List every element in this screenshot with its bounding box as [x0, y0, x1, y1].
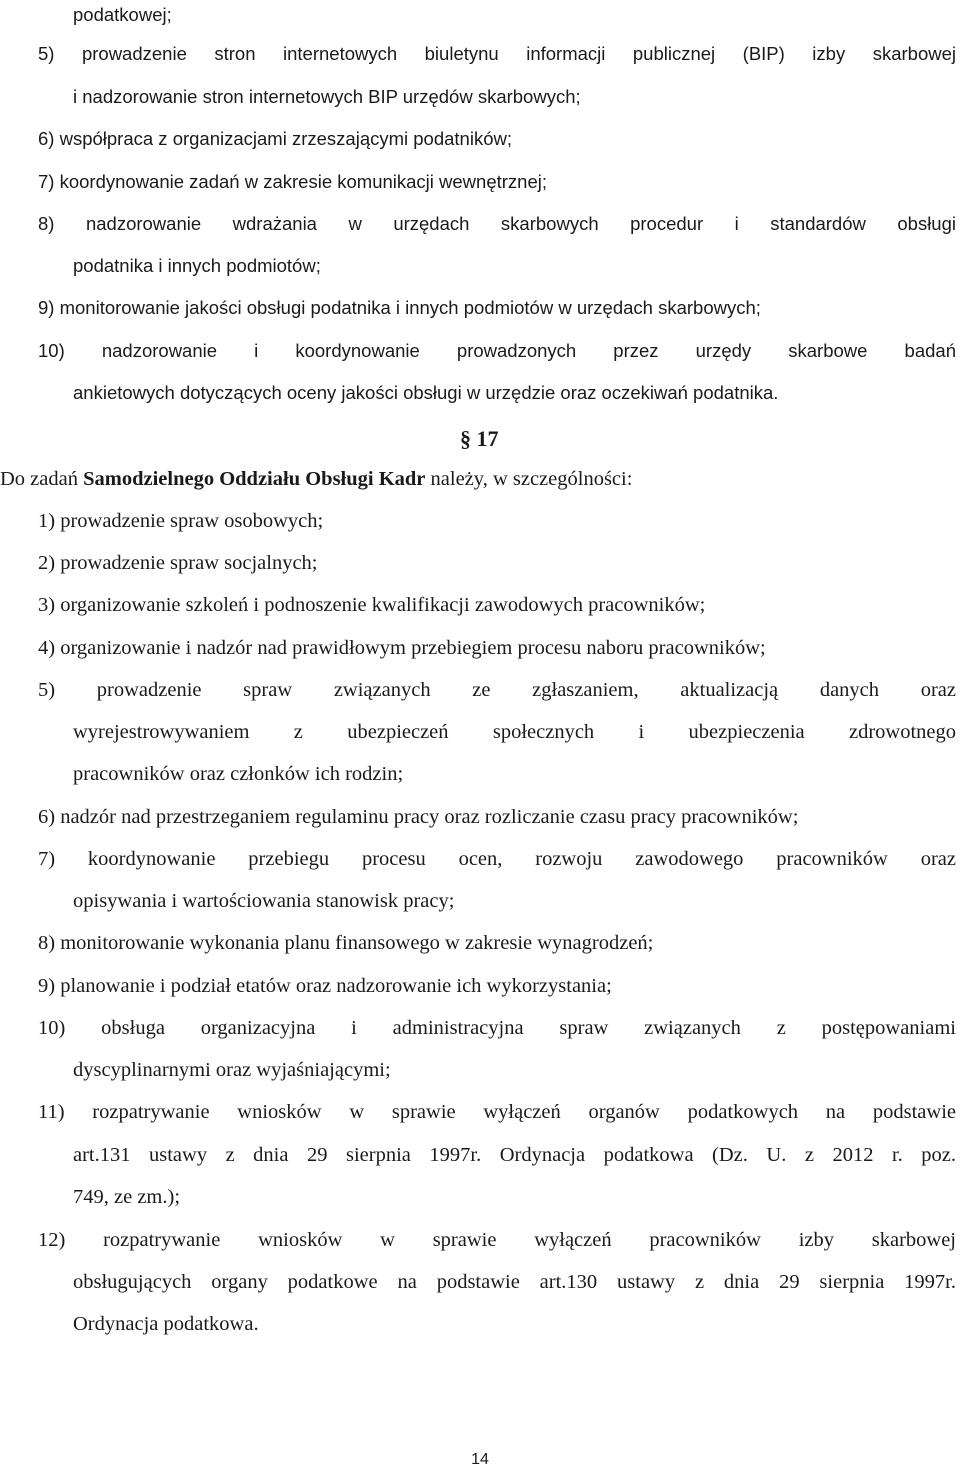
list-item: 1) prowadzenie spraw osobowych;	[38, 510, 324, 532]
list-item: 4) organizowanie i nadzór nad prawidłowym przebiegiem procesu naboru pracowników;	[38, 637, 766, 659]
list-item: 11) rozpatrywanie wniosków w sprawie wyłączeń organów podatkowych na podstawie	[38, 1101, 956, 1123]
list-item: 8) monitorowanie wykonania planu finansowego w zakresie wynagrodzeń;	[38, 932, 654, 954]
list-item: 8) nadzorowanie wdrażania w urzędach skarbowych procedur i standardów obsługi	[38, 213, 956, 234]
text-line: 749, ze zm.);	[73, 1186, 181, 1208]
list-item: 9) monitorowanie jakości obsługi podatnika i innych podmiotów w urzędach skarbowych;	[38, 297, 761, 318]
list-item: 6) współpraca z organizacjami zrzeszającymi podatników;	[38, 128, 512, 149]
text-line: i nadzorowanie stron internetowych BIP urzędów skarbowych;	[73, 86, 581, 107]
list-item: 12) rozpatrywanie wniosków w sprawie wyłączeń pracowników izby skarbowej	[38, 1229, 956, 1251]
text-line: podatkowej;	[73, 4, 172, 25]
section-intro	[0, 467, 632, 491]
intro-text: Do zadań	[0, 468, 84, 490]
list-item: 5) prowadzenie spraw związanych ze zgłaszaniem, aktualizacją danych oraz	[38, 679, 956, 701]
intro-text: należy, w szczególności:	[425, 468, 633, 490]
section-heading: § 17	[460, 426, 499, 451]
list-item: 2) prowadzenie spraw socjalnych;	[38, 552, 318, 574]
page-number: 14	[471, 1451, 489, 1468]
list-item: 3) organizowanie szkoleń i podnoszenie kwalifikacji zawodowych pracowników;	[38, 594, 706, 616]
text-line: art.131 ustawy z dnia 29 sierpnia 1997r. Ordynacja podatkowa (Dz. U. z 2012 r. poz.	[73, 1144, 956, 1166]
text-line: pracowników oraz członków ich rodzin;	[73, 763, 404, 785]
list-item: 10) nadzorowanie i koordynowanie prowadzonych przez urzędy skarbowe badań	[38, 340, 956, 361]
list-item: 9) planowanie i podział etatów oraz nadzorowanie ich wykorzystania;	[38, 975, 612, 997]
list-item: 7) koordynowanie przebiegu procesu ocen, rozwoju zawodowego pracowników oraz	[38, 848, 956, 870]
text-line: ankietowych dotyczących oceny jakości obsługi w urzędzie oraz oczekiwań podatnika.	[73, 382, 779, 403]
text-line: dyscyplinarnymi oraz wyjaśniającymi;	[73, 1059, 391, 1081]
list-item: 5) prowadzenie stron internetowych biuletynu informacji publicznej (BIP) izby skarbowej	[38, 43, 956, 64]
department-name: Samodzielnego Oddziału Obsługi Kadr	[83, 468, 426, 490]
list-item: 6) nadzór nad przestrzeganiem regulaminu pracy oraz rozliczanie czasu pracy pracowników;	[38, 806, 799, 828]
list-item: 10) obsługa organizacyjna i administracyjna spraw związanych z postępowaniami	[38, 1017, 956, 1039]
text-line: Ordynacja podatkowa.	[73, 1313, 259, 1335]
text-line: opisywania i wartościowania stanowisk pracy;	[73, 890, 455, 912]
list-item: 7) koordynowanie zadań w zakresie komunikacji wewnętrznej;	[38, 171, 547, 192]
text-line: obsługujących organy podatkowe na podstawie art.130 ustawy z dnia 29 sierpnia 1997r.	[73, 1271, 956, 1293]
text-line: podatnika i innych podmiotów;	[73, 255, 321, 276]
text-line: wyrejestrowywaniem z ubezpieczeń społecznych i ubezpieczenia zdrowotnego	[73, 721, 956, 743]
